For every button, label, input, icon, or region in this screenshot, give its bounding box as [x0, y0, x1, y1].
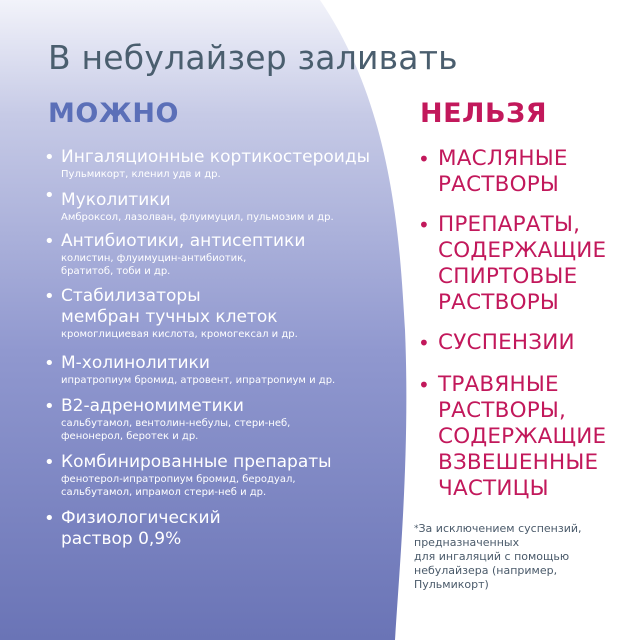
- page-title: В небулайзер заливать: [48, 38, 458, 77]
- allowed-item: [44, 185, 404, 224]
- bullet-icon: •: [44, 353, 55, 374]
- forbidden-item-text: МАСЛЯНЫЕ РАСТВОРЫ: [438, 146, 568, 197]
- forbidden-header: НЕЛЬЗЯ: [420, 98, 548, 129]
- forbidden-item: [418, 212, 640, 316]
- allowed-item-subtitle: ипратропиум бромид, атровент, ипратропиум и др.: [61, 375, 336, 386]
- bullet-icon: •: [44, 185, 55, 206]
- bullet-icon: •: [418, 331, 430, 355]
- allowed-item: [44, 396, 404, 443]
- forbidden-item-text: ПРЕПАРАТЫ, СОДЕРЖАЩИЕ СПИРТОВЫЕ РАСТВОРЫ: [438, 212, 607, 315]
- allowed-item-title: Стабилизаторы мембран тучных клеток: [61, 286, 278, 327]
- forbidden-item-text: СУСПЕНЗИИ: [438, 330, 575, 355]
- allowed-item: [44, 147, 404, 181]
- bullet-icon: •: [44, 286, 55, 307]
- allowed-item-title: Комбинированные препараты: [61, 452, 332, 472]
- allowed-header: МОЖНО: [48, 98, 179, 129]
- footnote-text: За исключением суспензий, предназначенных для ингаляций с помощью небулайзера (например, Пульмикорт): [414, 522, 582, 591]
- bullet-icon: •: [44, 147, 55, 168]
- allowed-item: [44, 231, 404, 278]
- allowed-list: [44, 147, 404, 550]
- forbidden-item: [418, 372, 640, 502]
- allowed-item-subtitle: Пульмикорт, кленил удв и др.: [61, 169, 221, 180]
- bullet-icon: •: [44, 452, 55, 473]
- bullet-icon: •: [44, 508, 55, 529]
- forbidden-item-text: ТРАВЯНЫЕ РАСТВОРЫ, СОДЕРЖАЩИЕ ВЗВЕШЕННЫЕ ЧАСТИЦЫ: [438, 372, 607, 501]
- allowed-item-title: В2-адреномиметики: [61, 396, 244, 416]
- allowed-item-subtitle: Амброксол, лазолван, флуимуцил, пульмозим и др.: [61, 212, 334, 223]
- allowed-item-subtitle: фенотерол-ипратропиум бромид, беродуал, сальбутамол, ипрамол стери-неб и др.: [61, 474, 296, 498]
- allowed-item: [44, 286, 404, 341]
- allowed-item-subtitle: колистин, флуимуцин-антибиотик, братитоб, тоби и др.: [61, 253, 247, 277]
- bullet-icon: •: [418, 147, 430, 171]
- bullet-icon: •: [44, 396, 55, 417]
- bullet-icon: •: [418, 373, 430, 397]
- allowed-item-title: Антибиотики, антисептики: [61, 231, 306, 251]
- allowed-item-title: Ингаляционные кортикостероиды: [61, 147, 371, 167]
- forbidden-item: [418, 146, 640, 198]
- allowed-item: [44, 508, 404, 550]
- forbidden-list: [418, 146, 640, 502]
- allowed-item-title: Муколитики: [61, 190, 171, 210]
- footnote: [414, 522, 634, 592]
- allowed-item-title: Физиологический раствор 0,9%: [61, 508, 221, 549]
- bullet-icon: •: [418, 213, 430, 237]
- allowed-item-subtitle: кромоглициевая кислота, кромогексал и др.: [61, 329, 298, 340]
- forbidden-item: [418, 330, 640, 356]
- allowed-item: [44, 353, 404, 387]
- bullet-icon: •: [44, 231, 55, 252]
- allowed-item-subtitle: сальбутамол, вентолин-небулы, стери-неб, фенонерол, беротек и др.: [61, 418, 291, 442]
- footnote-marker: *: [414, 524, 419, 534]
- allowed-item: [44, 452, 404, 499]
- allowed-item-title: М-холинолитики: [61, 353, 210, 373]
